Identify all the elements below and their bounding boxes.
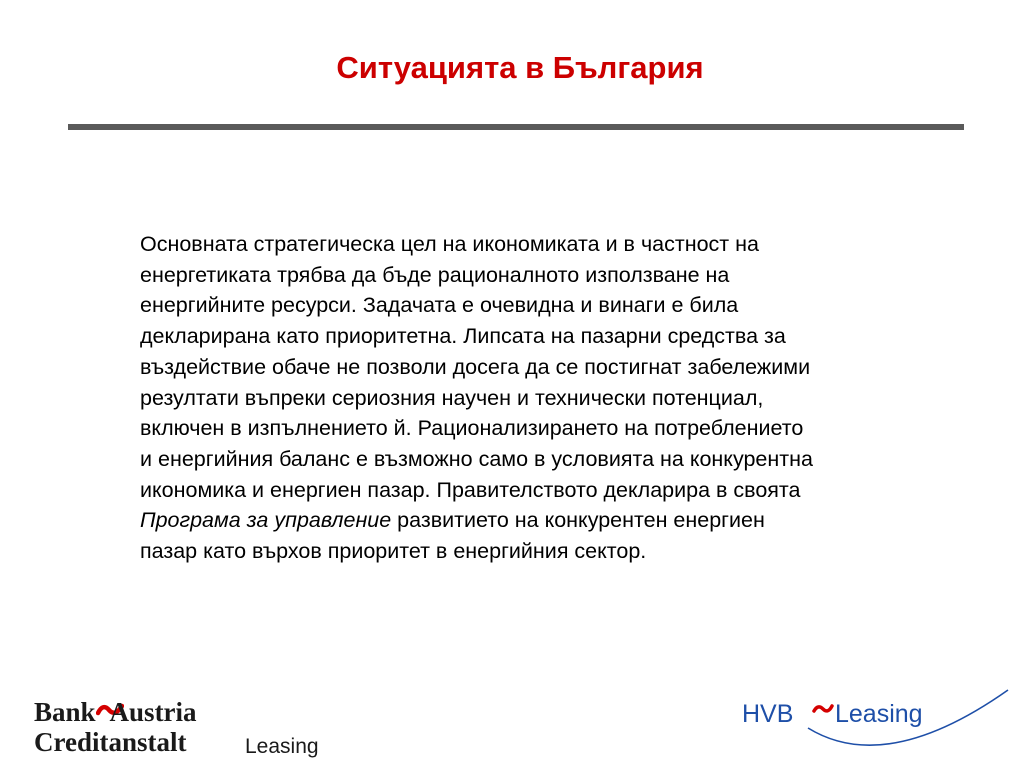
body-line: енергийните ресурси. Задачата е очевидна и винаги е била bbox=[140, 293, 739, 318]
body-line: и енергийния баланс е възможно само в условията на конкурентна bbox=[140, 446, 813, 471]
logo-austria-word: Austria bbox=[109, 697, 197, 727]
body-line: икономика и енергиен пазар. Правителството декларира в своята bbox=[140, 477, 801, 502]
body-line: енергетиката трябва да бъде рационалното използване на bbox=[140, 262, 730, 287]
logo-creditanstalt-word: Creditanstalt bbox=[34, 727, 187, 757]
body-line: включен в изпълнението й. Рационализирането на потреблението bbox=[140, 416, 804, 441]
body-line: резултати въпреки сериозния научен и технически потенциал, bbox=[140, 385, 764, 410]
logo-hvb-leasing-word: Leasing bbox=[835, 700, 923, 728]
bank-austria-row bbox=[34, 697, 197, 728]
program-title-italic: Програма за управление bbox=[140, 508, 392, 533]
bank-austria-creditanstalt-leasing-logo bbox=[34, 697, 334, 763]
red-tilde-icon bbox=[812, 703, 834, 715]
logo-bank-word: Bank bbox=[34, 697, 96, 727]
logo-hvb-word: HVB bbox=[742, 700, 794, 728]
body-line-continuation: развитието на конкурентен енергиен bbox=[391, 508, 765, 533]
hvb-leasing-logo bbox=[736, 686, 1012, 768]
title-divider bbox=[68, 124, 964, 130]
body-line: декларирана като приоритетна. Липсата на пазарни средства за bbox=[140, 324, 786, 349]
body-line-with-italic bbox=[140, 505, 960, 536]
logo-leasing-word: Leasing bbox=[245, 735, 319, 758]
body-paragraph bbox=[140, 229, 960, 567]
body-line: въздействие обаче не позволи досега да се постигнат забележими bbox=[140, 354, 811, 379]
body-line: Основната стратегическа цел на икономиката и в частност на bbox=[140, 232, 759, 256]
slide-title: Ситуацията в България bbox=[336, 50, 704, 85]
body-line: пазар като върхов приоритет в енергийния сектор. bbox=[140, 539, 647, 564]
